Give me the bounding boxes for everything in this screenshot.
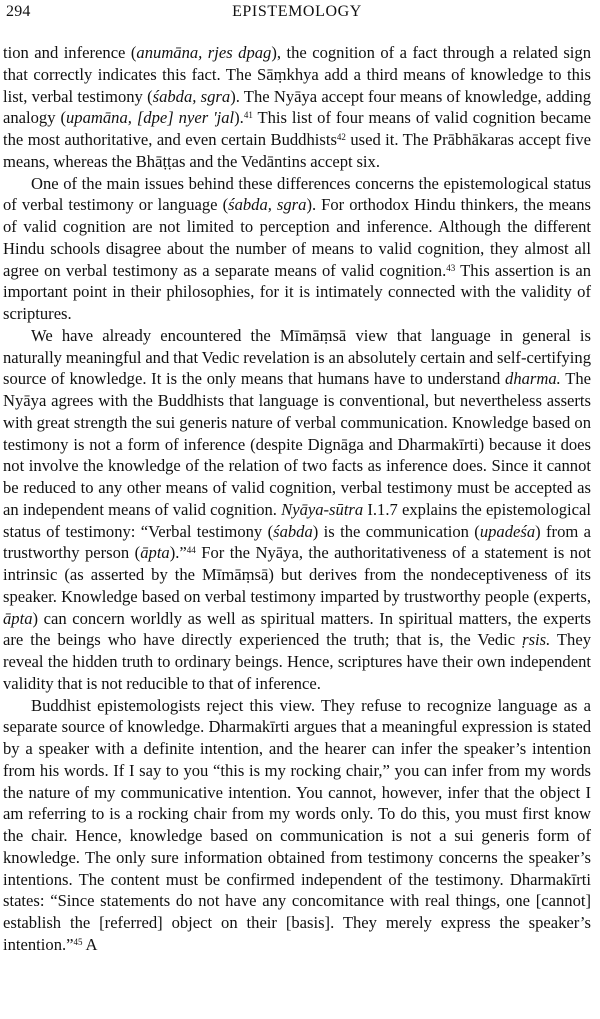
running-head: EPISTEMOLOGY bbox=[232, 3, 362, 20]
italic-term: āpta bbox=[140, 543, 170, 563]
text-run: This list of four means of valid cognition became the most authoritative, and even certain Buddhists bbox=[3, 108, 591, 149]
text-run: ).” bbox=[169, 543, 187, 563]
italic-term: śabda, sgra bbox=[228, 195, 307, 215]
italic-term: dharma. bbox=[505, 369, 561, 389]
text-run: ) from a trustworthy person ( bbox=[3, 521, 592, 563]
paragraph bbox=[3, 325, 591, 695]
text-run: For the Nyāya, the authoritativeness of a statement is not intrinsic (as asserted by the Mīmāṃsā) but derives from the nondeceptiveness of its speaker. Knowledge based on verbal testimony imparted by trustworthy people (experts, bbox=[3, 543, 591, 606]
text-run: ) is the communication ( bbox=[312, 521, 480, 541]
italic-term: anumāna, rjes dpag bbox=[136, 43, 272, 62]
text-run: They reveal the hidden truth to ordinary beings. Hence, scriptures have their own independent validity that is not reducible to that of inference. bbox=[3, 630, 592, 693]
footnote-ref: 43 bbox=[446, 262, 456, 273]
page-number: 294 bbox=[6, 3, 31, 20]
text-run: ). For orthodox Hindu thinkers, the means of valid cognition are not limited to perception and inference. Although the different Hindu schools disagree about the number of means to valid cognition, they almost all agree on verbal testimony as a separate means of valid cognition. bbox=[3, 195, 591, 280]
footnote-ref: 45 bbox=[73, 936, 83, 947]
italic-term: āpta bbox=[3, 608, 33, 628]
italic-term: śabda, sgra bbox=[152, 86, 231, 106]
text-run: This assertion is an important point in their philosophies, for it is intimately connected with the validity of scriptures. bbox=[3, 260, 592, 323]
text-run: tion and inference ( bbox=[3, 43, 137, 62]
paragraph bbox=[3, 173, 591, 325]
italic-term: upadeśa bbox=[479, 521, 536, 541]
text-run: ) can concern worldly as well as spiritual matters. In spiritual matters, the experts are the beings who have directly experienced the truth; that is, the Vedic bbox=[3, 608, 591, 650]
footnote-ref: 42 bbox=[336, 132, 346, 142]
text-run: The Nyāya agrees with the Buddhists that language is conventional, but nevertheless asserts with great strength the sui generis nature of verbal communication. Knowledge based on testimony is not a form of inference (despite Dignāga and Dharmakīrti) because it does not involve the knowledge of the relation of two facts as inference does. Since it cannot be reduced to any other means of valid cognition, verbal testimony must be accepted as an independent means of valid cognition. bbox=[3, 369, 591, 519]
text-run: ), the cognition of a fact through a related sign that correctly indicates this fact. The Sāṃkhya add a third means of knowledge to this list, verbal testimony ( bbox=[3, 43, 591, 106]
paragraph bbox=[3, 695, 591, 956]
footnote-ref: 44 bbox=[186, 545, 196, 556]
text-run: I.1.7 explains the epistemological status of testimony: “Verbal testimony ( bbox=[3, 499, 592, 541]
italic-term: Nyāya-sūtra bbox=[281, 499, 364, 519]
text-run: A bbox=[82, 934, 98, 954]
paragraph bbox=[3, 42, 591, 173]
text-run: ). bbox=[234, 108, 244, 128]
italic-term: ṛsis. bbox=[522, 630, 551, 650]
text-run: We have already encountered the Mīmāṃsā view that language in general is naturally meaningful and that Vedic revelation is an absolutely certain and self-certifying source of knowledge. It is the only means that humans have to understand bbox=[3, 325, 591, 389]
italic-term: upamāna, [dpe] nyer 'jal bbox=[66, 108, 235, 128]
italic-term: śabda bbox=[273, 521, 313, 541]
text-run: ). The Nyāya accept four means of knowledge, adding analogy ( bbox=[3, 86, 592, 128]
page-header bbox=[3, 0, 591, 28]
text-run: used it. The Prābhākaras accept five means, whereas the Bhāṭṭas and the Vedāntins accept six. bbox=[3, 130, 591, 171]
body-text bbox=[3, 42, 591, 956]
footnote-ref: 41 bbox=[243, 110, 253, 121]
text-run: Buddhist epistemologists reject this view. They refuse to recognize language as a separate source of knowledge. Dharmakīrti argues that a meaningful expression is stated by a speaker with a definite intention, and the hearer can infer the speaker’s intention from his words. If I say to you “this is my rocking chair,” you can infer from my words the nature of my communicative intention. You cannot, however, infer that the object I am referring to is a rocking chair from my words only. To do this, you must first know the chair. Hence, knowledge based on communication is not a sui generis form of knowledge. The only sure information obtained from testimony concerns the speaker’s intentions. The content must be confirmed independent of the testimony. Dharmakīrti states: “Since statements do not have any concomitance with real things, one [cannot] establish the [referred] object on their [basis]. They merely express the speaker’s intention.” bbox=[3, 695, 591, 954]
text-run: One of the main issues behind these differences concerns the epistemological status of verbal testimony or language ( bbox=[3, 173, 591, 215]
